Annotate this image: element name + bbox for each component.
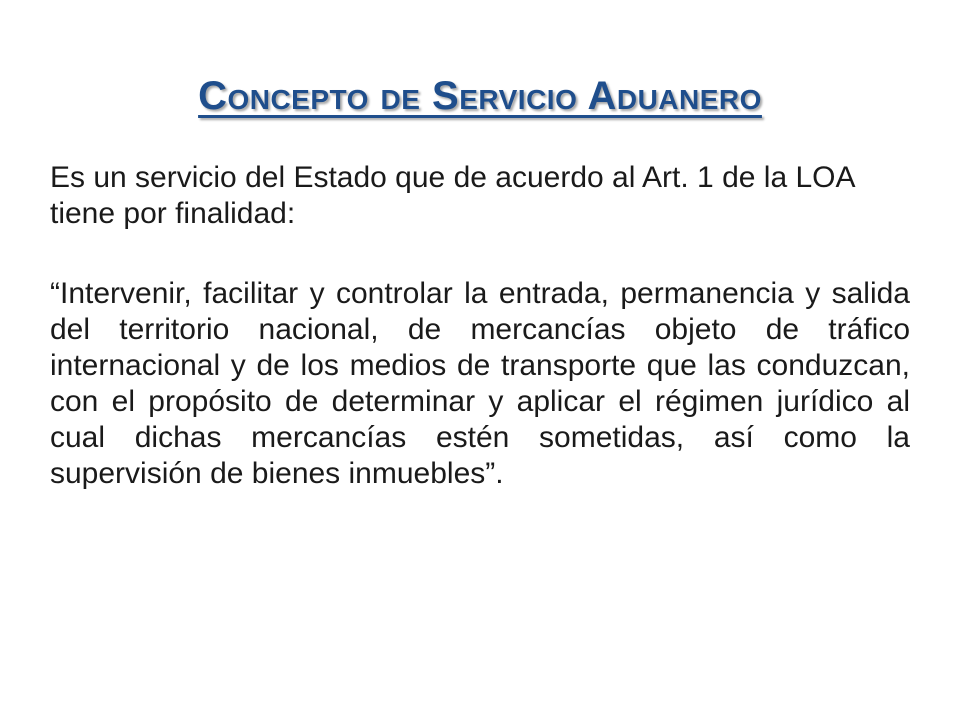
quote-paragraph: “Intervenir, facilitar y controlar la entrada, permanencia y salida del territorio nacional, de mercancías objeto de tráfico internacional y de los medios de transporte que las conduzcan, con el propósito de determinar y aplicar el régimen jurídico al cual dichas mercancías estén sometidas, así como la supervisión de bienes inmuebles”. [50,277,910,490]
slide-title: Concepto de Servicio Aduanero [198,74,762,118]
intro-paragraph: Es un servicio del Estado que de acuerdo al Art. 1 de la LOA tiene por finalidad: [50,161,854,230]
slide-body [50,160,910,492]
